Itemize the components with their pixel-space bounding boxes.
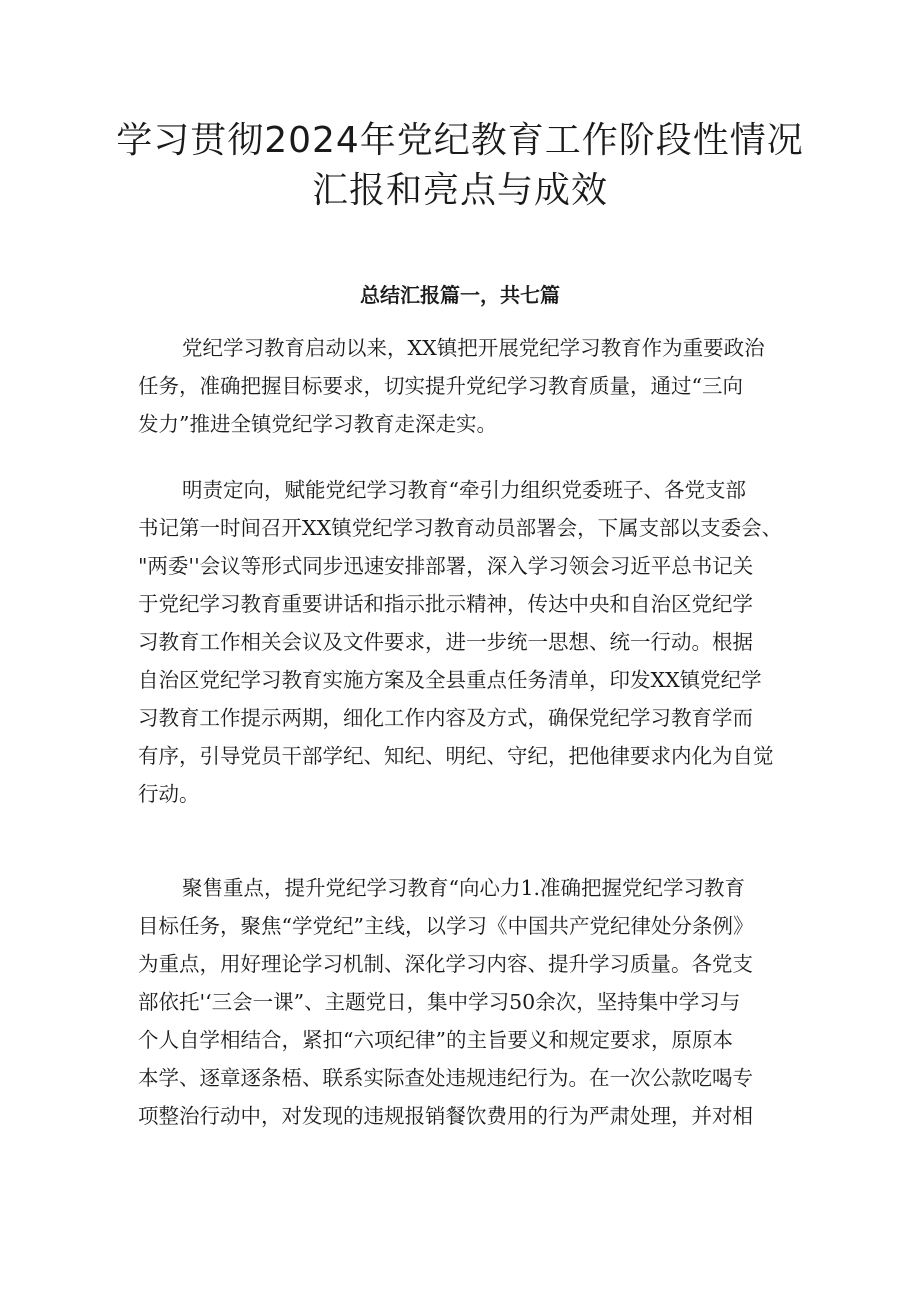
paragraph-line: 目标任务，聚焦“学党纪”主线，以学习《中国共产党纪律处分条例》 (138, 914, 754, 938)
paragraph-line: 有序，引导党员干部学纪、知纪、明纪、守纪，把他律要求内化为自觉 (138, 744, 774, 768)
paragraph-line: 习教育工作相关会议及文件要求，进一步统一思想、统一行动。根据 (138, 630, 753, 654)
paragraph-line: 发力”推进全镇党纪学习教育走深走实。 (138, 412, 497, 436)
paragraph-line: 部依托'‘三会一课”、主题党日，集中学习50余次，坚持集中学习与 (138, 990, 741, 1014)
paragraph-line: 书记第一时间召开XX镇党纪学习教育动员部署会，下属支部以支委会、 (138, 516, 783, 540)
paragraph-3 (138, 869, 798, 1135)
paragraph-line: 个人自学相结合，紧扣“六项纪律”的主旨要义和规定要求，原原本 (138, 1028, 733, 1052)
paragraph-line: 自治区党纪学习教育实施方案及全县重点任务清单，印发XX镇党纪学 (138, 668, 762, 692)
paragraph-line: "两委''会议等形式同步迅速安排部署，深入学习领会习近平总书记关 (138, 554, 754, 578)
paragraph-line: 任务，准确把握目标要求，切实提升党纪学习教育质量，通过“三向 (138, 374, 743, 398)
paragraph-line: 本学、逐章逐条梧、联系实际查处违规违纪行为。在一次公款吃喝专 (138, 1066, 753, 1090)
paragraph-line: 为重点，用好理论学习机制、深化学习内容、提升学习质量。各党支 (138, 952, 753, 976)
paragraph-1 (138, 329, 798, 443)
paragraph-line: 明责定向，赋能党纪学习教育“牵引力组织党委班子、各党支部 (182, 478, 746, 502)
paragraph-line: 行动。 (138, 782, 200, 806)
document-title-line2: 汇报和亮点与成效 (311, 170, 608, 211)
paragraph-line: 习教育工作提示两期，细化工作内容及方式，确保党纪学习教育学而 (138, 706, 753, 730)
paragraph-line: 聚售重点，提升党纪学习教育“向心力1.准确把握党纪学习教育 (182, 876, 746, 900)
paragraph-line: 项整治行动中，对发现的违规报销餐饮费用的行为严肃处理，并对相 (138, 1104, 753, 1128)
document-subtitle: 总结汇报篇一，共七篇 (360, 283, 560, 307)
document-title-line1: 学习贯彻2024年党纪教育工作阶段性情况 (116, 120, 804, 161)
paragraph-line: 党纪学习教育启动以来，XX镇把开展党纪学习教育作为重要政治 (182, 336, 765, 360)
paragraph-line: 于党纪学习教育重要讲话和指示批示精神，传达中央和自治区党纪学 (138, 592, 753, 616)
paragraph-2 (138, 471, 798, 813)
